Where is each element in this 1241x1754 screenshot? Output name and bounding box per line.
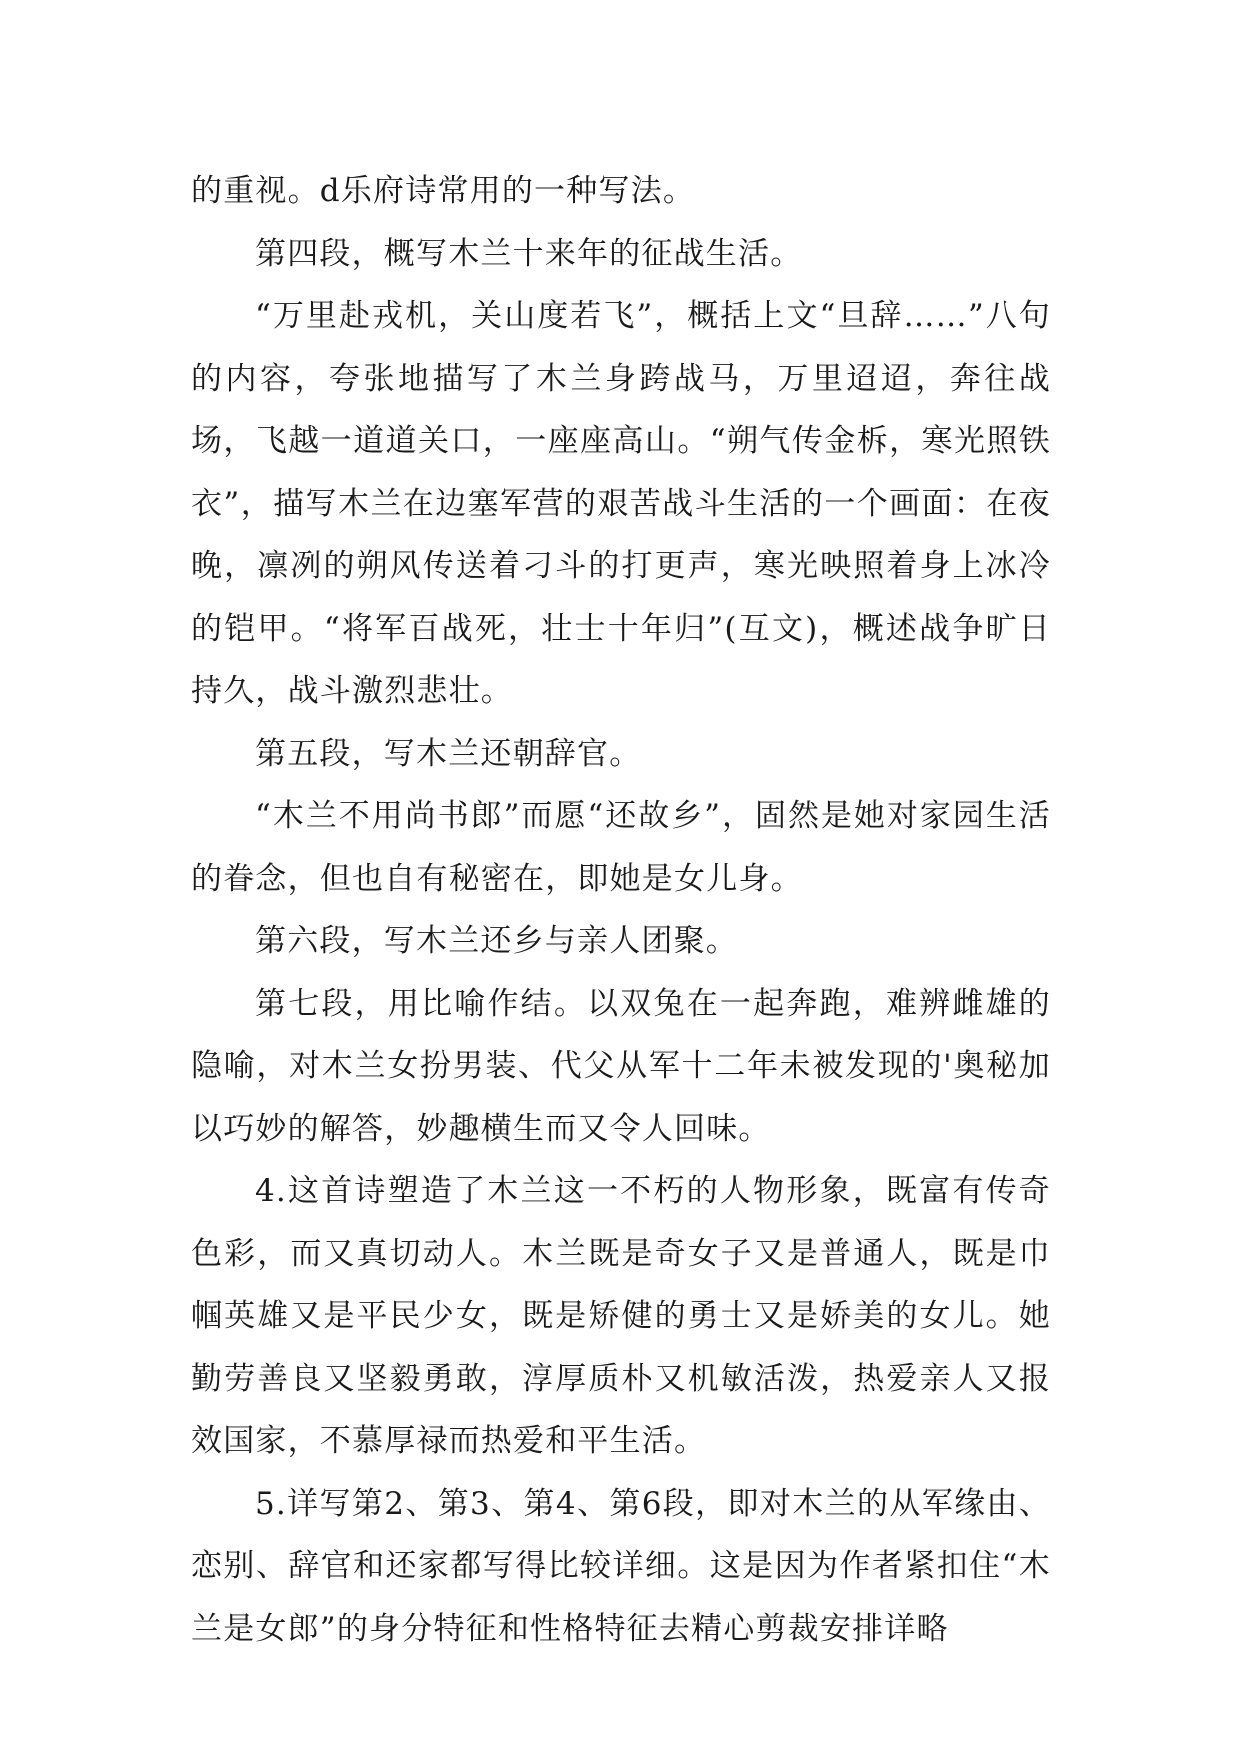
paragraph-section-four-detail: “万里赴戎机，关山度若飞”，概括上文“旦辞……”八句的内容，夸张地描写了木兰身跨战马，万里迢迢，奔往战场，飞越一道道关口，一座座高山。“朔气传金柝，寒光照铁衣”，描写木兰在边塞军营的艰苦战斗生活的一个画面：在夜晚，凛冽的朔风传送着刁斗的打更声，寒光映照着身上冰冷的铠甲。“将军百战死，壮士十年归”(互文)，概述战争旷日持久，战斗激烈悲壮。 (191, 298, 1051, 709)
paragraph-section-five-detail: “木兰不用尚书郎”而愿“还故乡”，固然是她对家园生活的眷念，但也自有秘密在，即她是女儿身。 (191, 798, 1051, 897)
paragraph-point-four: 4.这首诗塑造了木兰这一不朽的人物形象，既富有传奇色彩，而又真切动人。木兰既是奇女子又是普通人，既是巾帼英雄又是平民少女，既是矫健的勇士又是娇美的女儿。她勤劳善良又坚毅勇敢，淳厚质朴又机敏活泼，热爱亲人又报效国家，不慕厚禄而热爱和平生活。 (191, 1173, 1051, 1459)
paragraph-section-four: 第四段，概写木兰十来年的征战生活。 (255, 235, 803, 272)
document-body (191, 160, 1051, 1660)
paragraph-section-seven: 第七段，用比喻作结。以双兔在一起奔跑，难辨雌雄的隐喻，对木兰女扮男装、代父从军十二年未被发现的'奥秘加以巧妙的解答，妙趣横生而又令人回味。 (191, 985, 1051, 1147)
paragraph-continuation: 的重视。d乐府诗常用的一种写法。 (191, 173, 696, 209)
paragraph-section-six: 第六段，写木兰还乡与亲人团聚。 (255, 923, 738, 959)
paragraph-section-five: 第五段，写木兰还朝辞官。 (255, 735, 642, 772)
paragraph-point-five: 5.详写第2、第3、第4、第6段，即对木兰的从军缘由、恋别、辞官和还家都写得比较详细。这是因为作者紧扣住“木兰是女郎”的身分特征和性格特征去精心剪裁安排详略 (191, 1485, 1051, 1647)
